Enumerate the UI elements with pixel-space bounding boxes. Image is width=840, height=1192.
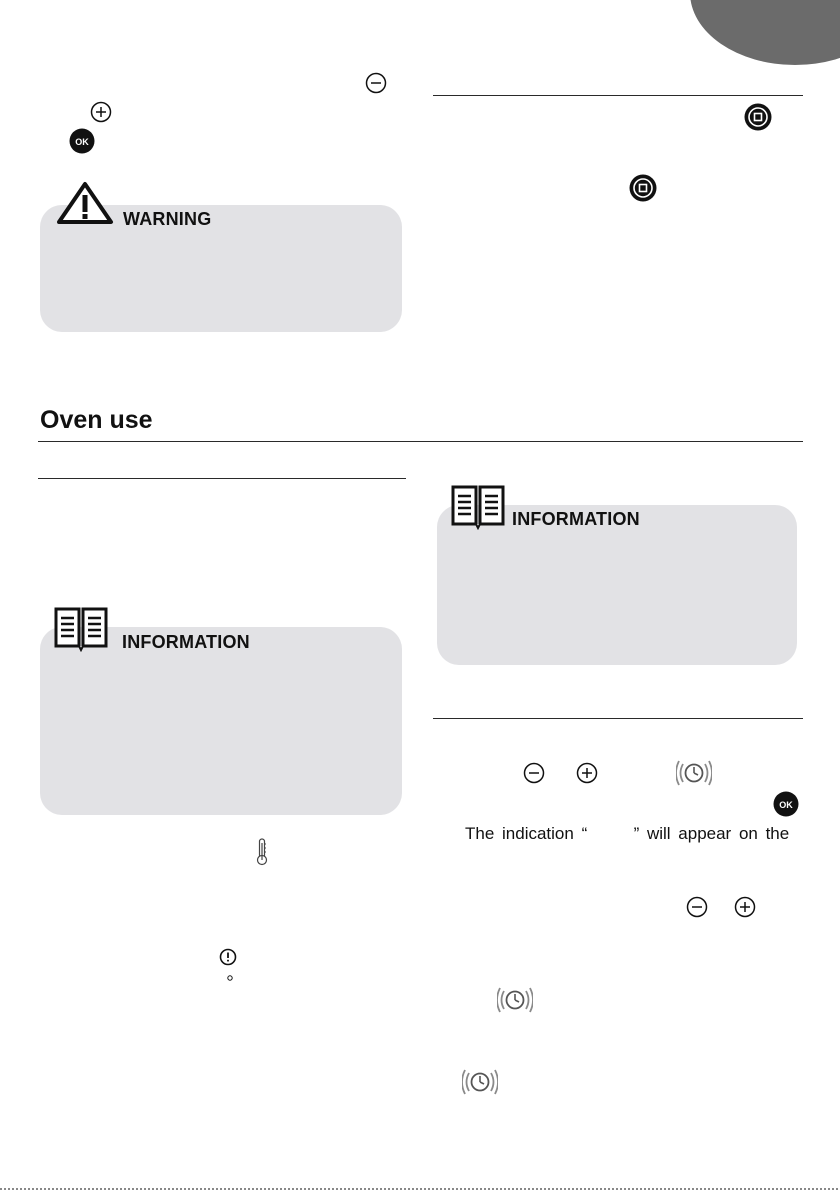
plus-circle-icon (734, 896, 756, 918)
thermometer-icon (256, 838, 268, 866)
stop-button-icon (629, 174, 657, 202)
warning-title: WARNING (123, 209, 212, 229)
left-column-rule (38, 478, 406, 479)
plus-circle-icon (576, 762, 598, 784)
information-panel-left (40, 627, 402, 815)
information-title-left: INFORMATION (122, 632, 250, 652)
open-book-icon (53, 606, 109, 652)
minus-circle-icon (523, 762, 545, 784)
stop-button-icon (744, 103, 772, 131)
indication-text: The indication “ ” will appear on the (465, 824, 790, 843)
open-book-icon (450, 484, 506, 530)
ok-button-icon (69, 128, 95, 154)
page-bottom-edge (0, 1188, 840, 1190)
ok-button-icon (773, 791, 799, 817)
alarm-clock-icon (497, 986, 533, 1014)
svg-text:OK: OK (779, 800, 793, 810)
information-title-right: INFORMATION (512, 509, 640, 529)
warning-triangle-icon (56, 181, 114, 225)
svg-text:OK: OK (75, 137, 89, 147)
section-rule (38, 441, 803, 442)
minus-circle-icon (686, 896, 708, 918)
top-right-rule (433, 95, 803, 96)
plus-circle-icon (90, 101, 112, 123)
degree-symbol (226, 974, 234, 982)
power-icon (219, 948, 237, 966)
alarm-clock-icon (676, 759, 712, 787)
alarm-clock-icon (462, 1068, 498, 1096)
corner-tab (690, 0, 840, 65)
section-title: Oven use (40, 406, 153, 434)
minus-circle-icon (365, 72, 387, 94)
right-column-rule (433, 718, 803, 719)
